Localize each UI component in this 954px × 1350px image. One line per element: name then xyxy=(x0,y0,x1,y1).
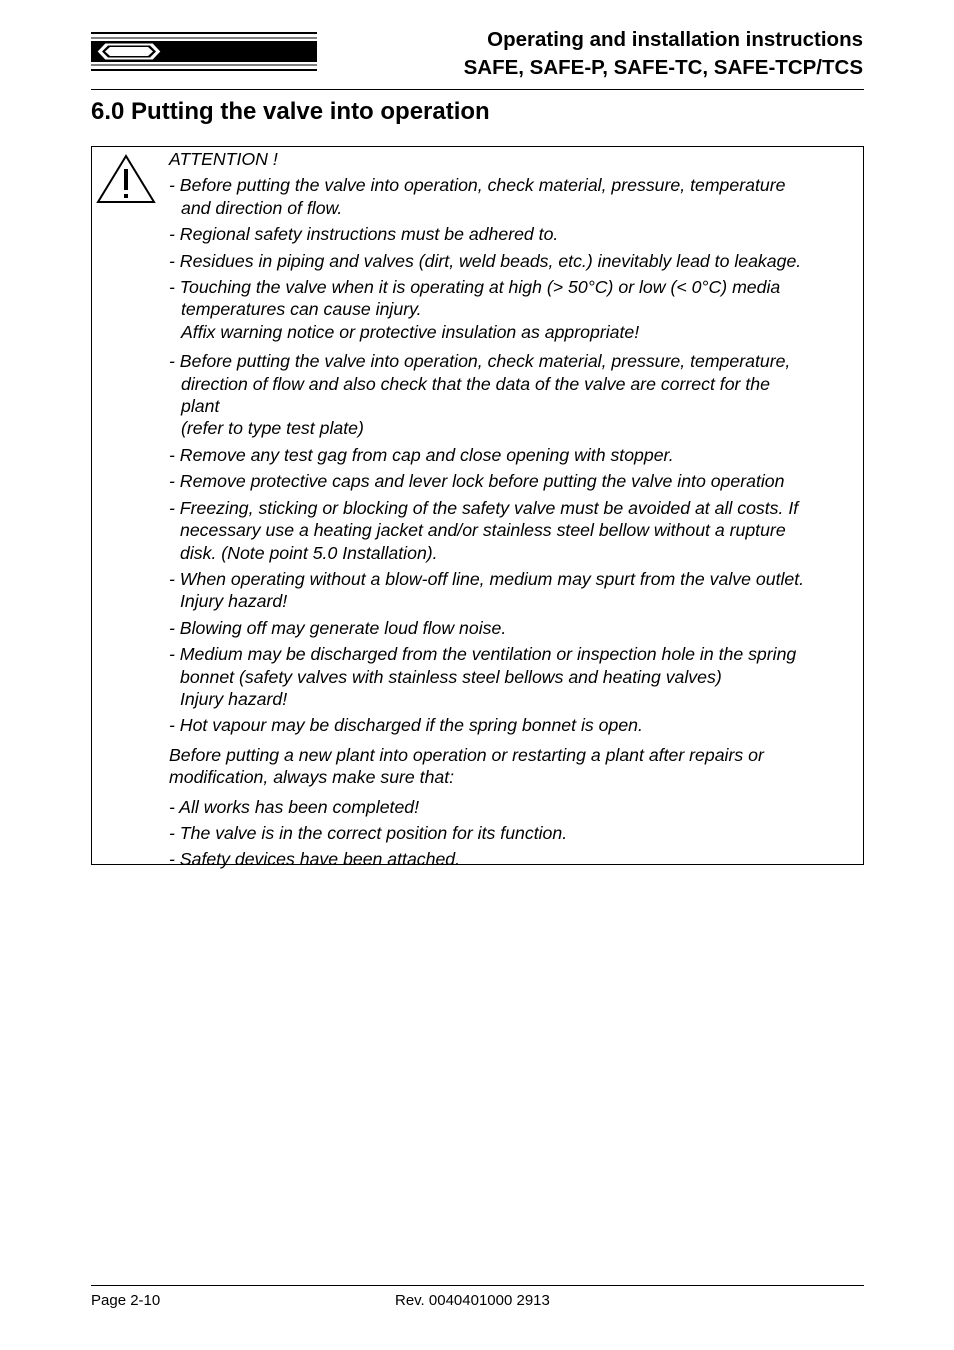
footer-divider xyxy=(91,1285,864,1286)
item-line: - Before putting the valve into operation, check material, pressure, temperature xyxy=(169,175,786,196)
item-line: Injury hazard! xyxy=(180,688,288,709)
list-item xyxy=(169,568,859,613)
item-line: - Regional safety instructions must be adhered to. xyxy=(169,224,559,245)
ari-armaturen-logo xyxy=(91,32,317,71)
title-line-1: Operating and installation instructions xyxy=(487,28,863,51)
item-line: Affix warning notice or protective insulation as appropriate! xyxy=(181,321,640,342)
item-line: - Remove protective caps and lever lock before putting the valve into operation xyxy=(169,471,785,492)
list-item xyxy=(169,617,859,639)
item-line: - Remove any test gag from cap and close opening with stopper. xyxy=(169,444,674,465)
item-line: - Freezing, sticking or blocking of the safety valve must be avoided at all costs. If xyxy=(169,497,799,518)
paragraph-line: modification, always make sure that: xyxy=(169,767,455,788)
section-heading: 6.0 Putting the valve into operation xyxy=(91,98,490,125)
item-line: - When operating without a blow-off line, medium may spurt from the valve outlet. xyxy=(169,568,805,589)
list-item xyxy=(169,497,859,564)
list-item xyxy=(169,643,859,710)
checklist-item: - The valve is in the correct position for its function. xyxy=(169,822,568,843)
header-divider xyxy=(91,89,864,90)
item-line: - Hot vapour may be discharged if the spring bonnet is open. xyxy=(169,715,643,736)
item-line: necessary use a heating jacket and/or stainless steel bellow without a rupture xyxy=(180,520,786,541)
pre-start-paragraph xyxy=(169,744,859,789)
list-item xyxy=(169,223,859,245)
attention-box xyxy=(91,146,864,870)
list-item xyxy=(169,276,859,343)
list-item xyxy=(169,714,859,736)
checklist-item: - All works has been completed! xyxy=(169,796,420,817)
item-line: bonnet (safety valves with stainless steel bellows and heating valves) xyxy=(180,666,722,687)
paragraph-line: Before putting a new plant into operation or restarting a plant after repairs or xyxy=(169,744,764,765)
item-line: temperatures can cause injury. xyxy=(181,299,422,320)
item-line: - Medium may be discharged from the ventilation or inspection hole in the spring xyxy=(169,644,797,665)
list-item xyxy=(169,250,859,272)
logo-graphic xyxy=(91,32,317,71)
item-line: disk. (Note point 5.0 Installation). xyxy=(180,542,438,563)
attention-title: ATTENTION ! xyxy=(169,149,278,169)
list-item xyxy=(169,444,859,466)
document-title xyxy=(464,26,863,82)
list-item xyxy=(169,174,859,219)
item-line: - Touching the valve when it is operating at high (> 50°C) or low (< 0°C) media xyxy=(169,277,781,298)
item-line: Injury hazard! xyxy=(180,591,288,612)
list-item xyxy=(169,470,859,492)
title-line-2: SAFE, SAFE-P, SAFE-TC, SAFE-TCP/TCS xyxy=(463,56,863,79)
item-line: and direction of flow. xyxy=(181,197,343,218)
item-line: (refer to type test plate) xyxy=(181,418,364,439)
item-line: - Blowing off may generate loud flow noise. xyxy=(169,617,507,638)
checklist-item: - Safety devices have been attached. xyxy=(169,849,461,870)
attention-content xyxy=(169,147,859,871)
item-line: - Residues in piping and valves (dirt, weld beads, etc.) inevitably lead to leakage. xyxy=(169,250,802,271)
warning-triangle-icon xyxy=(96,154,156,204)
item-line: direction of flow and also check that the data of the valve are correct for the xyxy=(181,373,770,394)
item-line: plant xyxy=(181,396,220,417)
page-number: Page 2-10 xyxy=(91,1292,161,1309)
item-line: - Before putting the valve into operation, check material, pressure, temperature, xyxy=(169,351,791,372)
list-item xyxy=(169,350,859,440)
revision-number: Rev. 0040401000 2913 xyxy=(395,1292,550,1309)
